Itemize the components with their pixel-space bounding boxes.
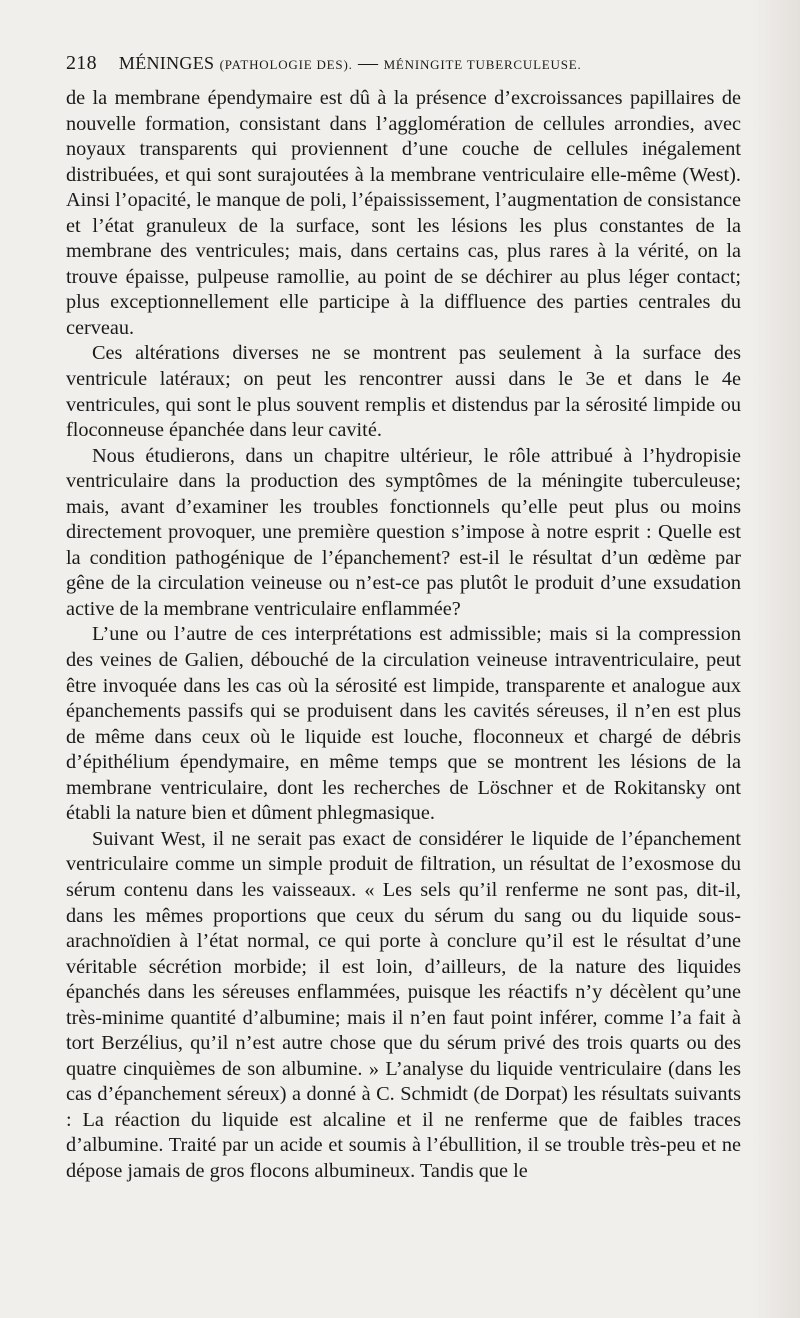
paragraph: Ces altérations diverses ne se montrent pas seulement à la surface des ventricule latéraux; on peut les rencontrer aussi dans le 3e et dans le 4e ventricules, qui sont le plus souvent remplis et distendus par la sérosité limpide ou floconneuse épanchée dans leur cavité. bbox=[66, 342, 741, 442]
paragraph: Nous étudierons, dans un chapitre ultérieur, le rôle attribué à l’hydropisie ventriculaire dans la production des symptômes de la méningite tuberculeuse; mais, avant d’examiner les troubles fonctionnels qu’elle peut plus ou moins directement provoquer, une première question s’impose à notre esprit : Quelle est la condition pathogénique de l’épanchement? est-il le résultat d’un œdème par gêne de la circulation veineuse ou n’est-ce pas plutôt le produit d’une exsudation active de la membrane ventriculaire enflammée? bbox=[66, 444, 741, 620]
running-title-sub: (PATHOLOGIE DES). bbox=[219, 57, 353, 72]
running-title-topic: MÉNINGITE TUBERCULEUSE. bbox=[383, 57, 582, 72]
running-header bbox=[66, 52, 741, 86]
running-title-main: MÉNINGES bbox=[118, 53, 215, 73]
paragraph: Suivant West, il ne serait pas exact de considérer le liquide de l’épanchement ventriculaire comme un simple produit de filtration, un résultat de l’exosmose du sérum contenu dans les vaisseaux. « Les sels qu’il renferme ne sont pas, dit-il, dans les mêmes proportions que ceux du sérum du sang ou du liquide sous-arachnoïdien à l’état normal, ce qui porte à conclure qu’il est le résultat d’une véritable sécrétion morbide; il est loin, d’ailleurs, de la nature des liquides épanchés dans les séreuses enflammées, puisque les réactifs n’y décèlent qu’une très-minime quantité d’albumine; mais il n’en faut point inférer, comme l’a fait à tort Berzélius, qu’il n’est autre chose que du sérum privé des trois quarts ou des quatre cinquièmes de son albumine. » L’analyse du liquide ventriculaire (dans les cas d’épanchement séreux) a donné à C. Schmidt (de Dorpat) les résultats suivants : La réaction du liquide est alcaline et il ne renferme que de faibles traces d’albumine. Traité par un acide et soumis à l’ébullition, il se trouble très-peu et ne dépose jamais de gros flocons albumineux. Tandis que le bbox=[66, 827, 741, 1182]
page-number: 218 bbox=[66, 52, 97, 74]
paragraph: L’une ou l’autre de ces interprétations est admissible; mais si la compression des veines de Galien, débouché de la circulation veineuse intraventriculaire, peut être invoquée dans les cas où la sérosité est limpide, transparente et analogue aux épanchements passifs qui se produisent dans les cavités séreuses, il n’en est plus de même dans ceux où le liquide est louche, floconneux et chargé de débris d’épithélium épendymaire, en même temps que se montrent les lésions de la membrane ventriculaire, dont les recherches de Löschner et de Rokitansky ont établi la nature bien et dûment phlegmasique. bbox=[66, 623, 741, 825]
body-text bbox=[66, 86, 741, 1185]
running-title-separator: — bbox=[357, 52, 379, 74]
page-edge-shadow bbox=[752, 0, 800, 1318]
paragraph: de la membrane épendymaire est dû à la présence d’excroissances papillaires de nouvelle formation, consistant dans l’agglomération de cellules arrondies, avec noyaux transparents qui proviennent d’une couche de cellules inégalement distribuées, et qui sont surajoutées à la membrane ventriculaire elle-même (West). Ainsi l’opacité, le manque de poli, l’épaississement, l’augmentation de consistance et l’état granuleux de la surface, sont les lésions les plus constantes de la membrane des ventricules; mais, dans certains cas, plus rares à la vérité, on la trouve épaisse, pulpeuse ramollie, au point de se déchirer au plus léger contact; plus exceptionnellement elle participe à la diffluence des parties centrales du cerveau. bbox=[66, 87, 741, 339]
running-title bbox=[119, 52, 741, 75]
book-page bbox=[66, 52, 741, 1185]
